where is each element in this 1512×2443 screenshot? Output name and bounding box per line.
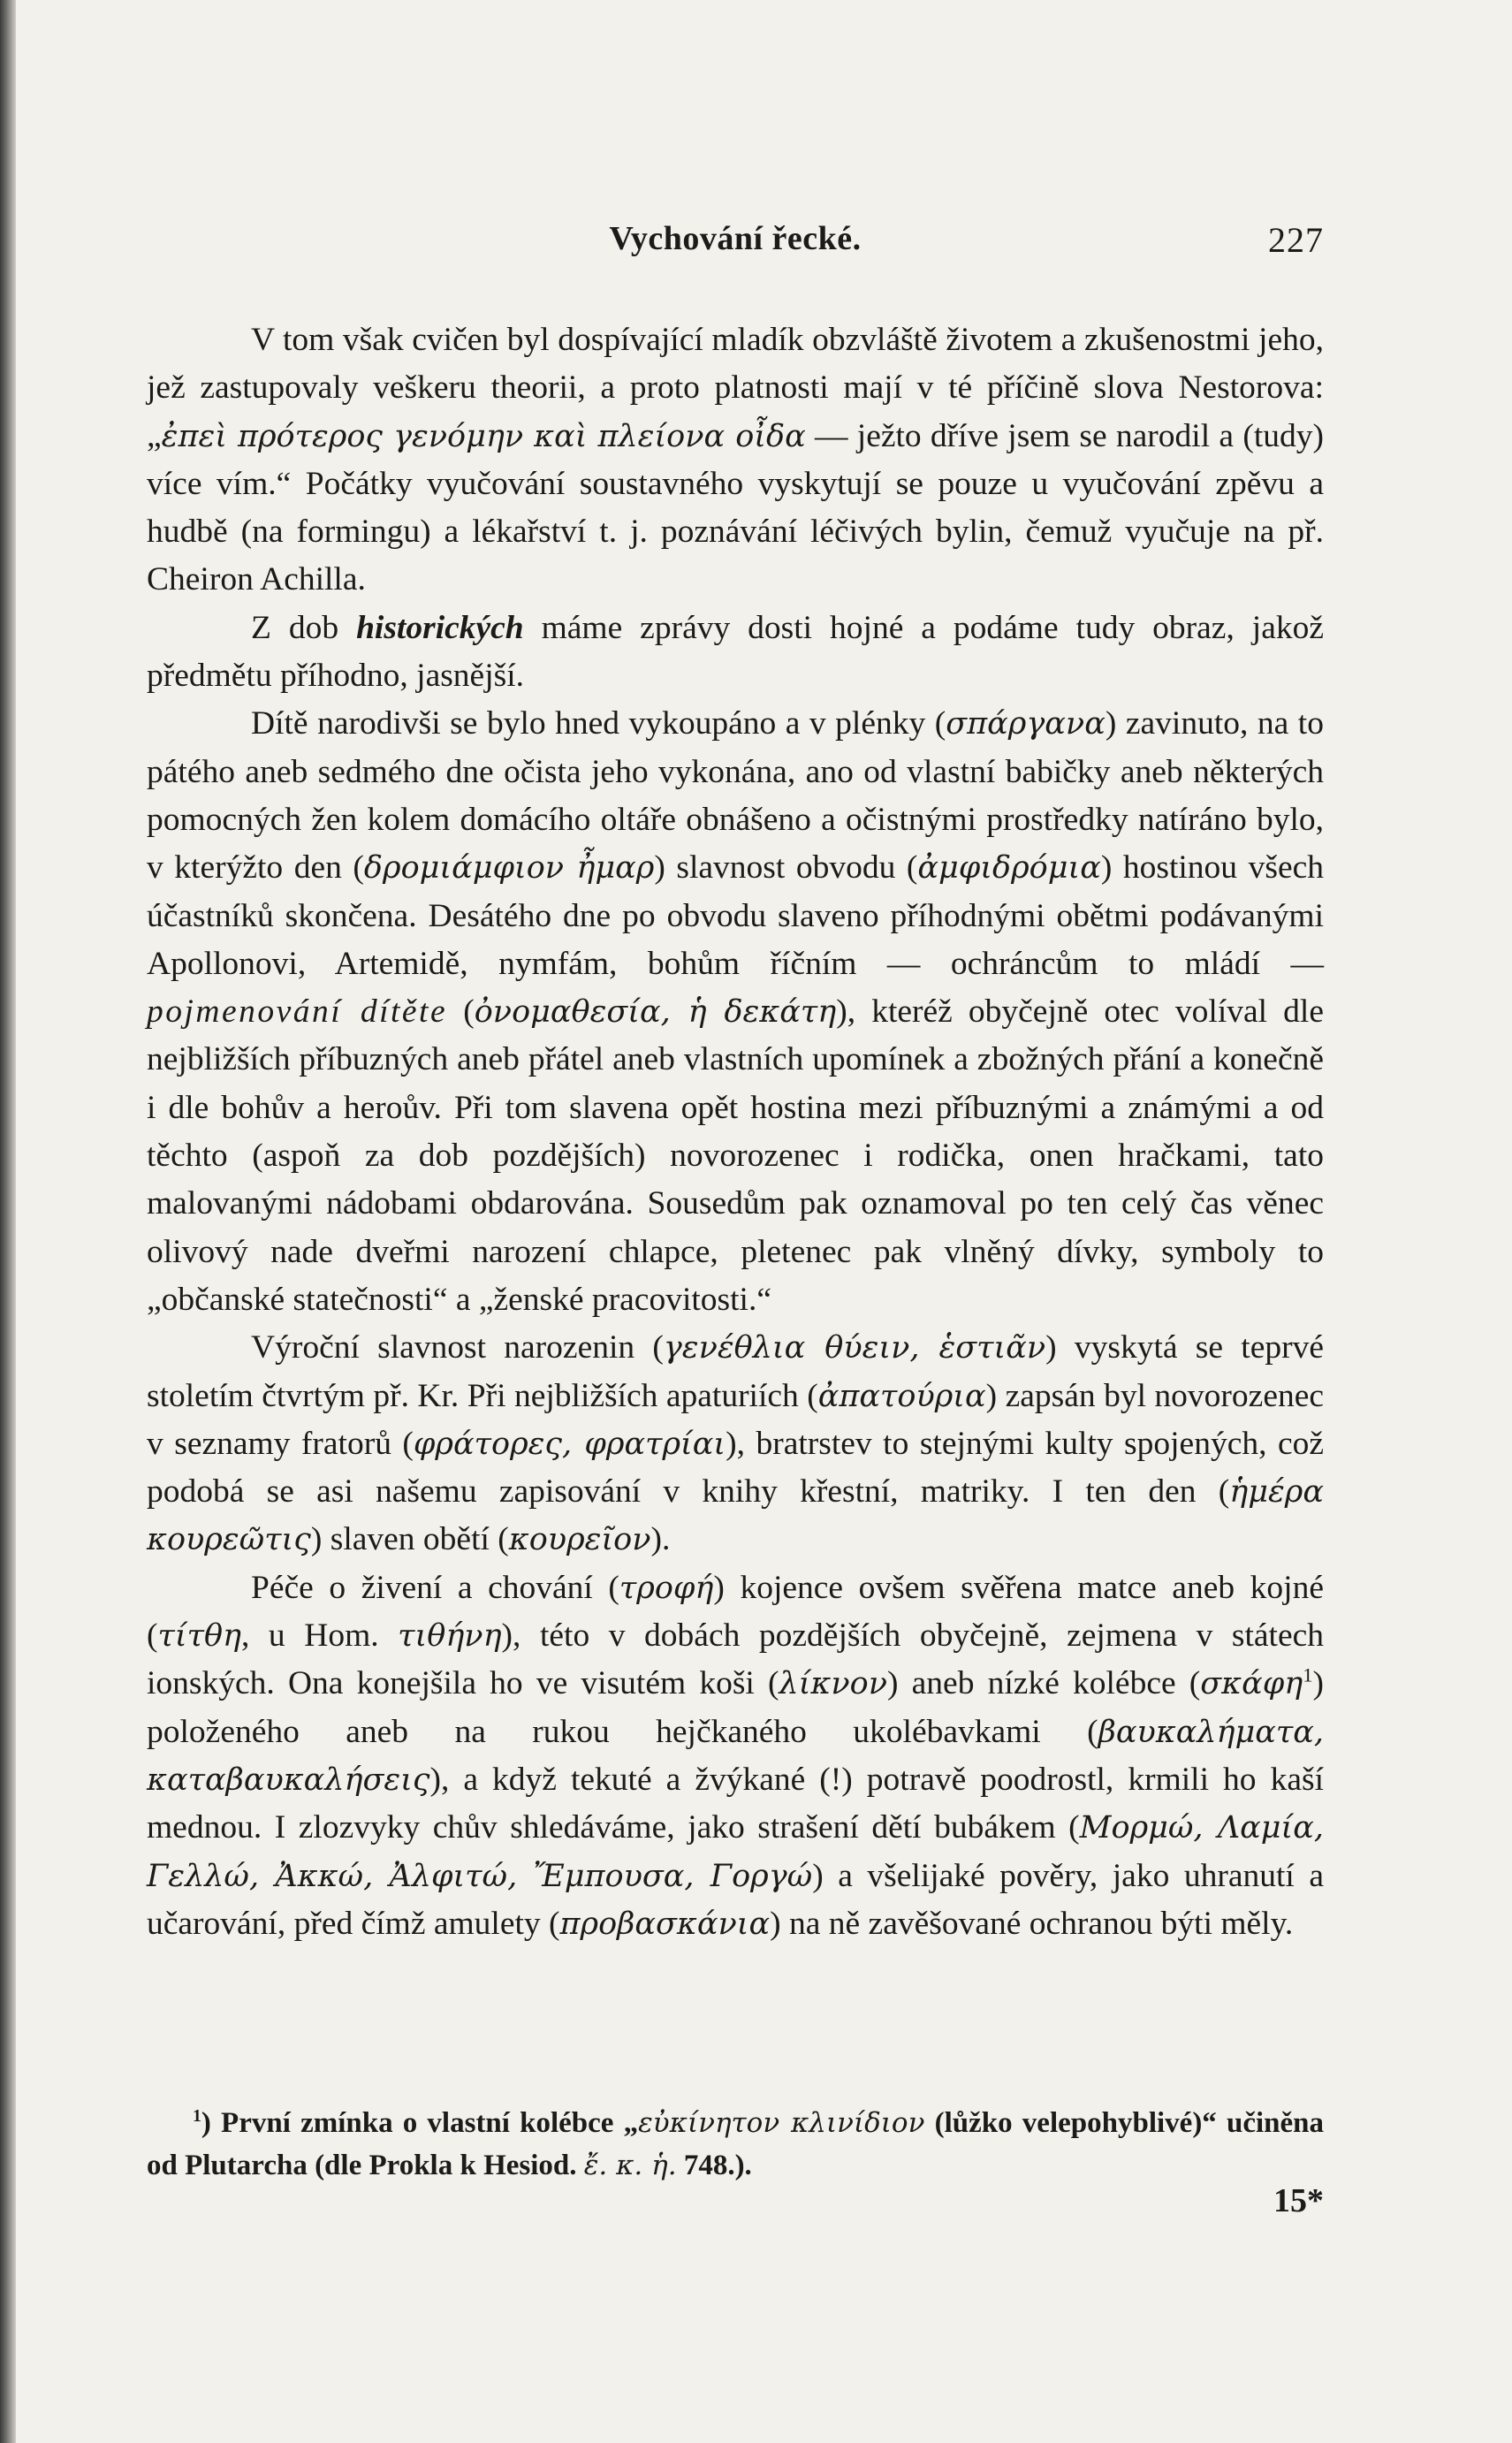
greek-quote: ἐπεὶ πρότερος γενόμην καὶ πλείονα οἶδα — [161, 418, 806, 454]
emphasis-term: historických — [356, 609, 524, 646]
text-run: ) hostinou všech účastníků skončena. Desátého dne po obvodu slaveno příhodnými obětmi podávanými Apollonovi, Artemidě, nymfám, bohům říčním — ochráncům to mládí — — [147, 849, 1324, 982]
text-run: ) na ně zavěšované ochranou býti měly. — [770, 1905, 1294, 1942]
running-title: Vychování řecké. — [609, 220, 862, 257]
text-run: máme zprávy dosti hojné a podáme tudy obraz, jakož předmětu příhodno, jasnější. — [147, 609, 1324, 695]
text-run: ) zapsán byl novorozenec v seznamy fratorů ( — [147, 1377, 1324, 1462]
paragraph-1 — [147, 316, 1324, 605]
signature-mark: 15* — [1273, 2182, 1324, 2219]
text-run: ). — [650, 1521, 671, 1558]
greek-term: εὐκίνητον κλινίδιον — [638, 2107, 925, 2139]
text-run: 748.). — [676, 2150, 752, 2181]
page-header — [147, 219, 1324, 272]
body-text — [147, 316, 1324, 1948]
greek-term: λίκνον — [779, 1666, 887, 1702]
greek-term: Μορμώ, Λαμία, Γελλώ, Ἀκκώ, Ἀλφιτώ, Ἔμπουσα, Γοργώ — [147, 1810, 1324, 1894]
text-run: ) slaven obětí ( — [310, 1521, 509, 1558]
text-run: ), bratrstev to stejnými kulty spojených, což podobá se asi našemu zapisování v knihy křestní, matriky. I ten den ( — [147, 1425, 1324, 1511]
text-run: V tom však cvičen byl dospívající mladík obzvláště životem a zkušenostmi jeho, jež zastupovaly veškeru theorii, a proto platnosti mají v té příčině slova Nestorova: „ — [147, 322, 1324, 454]
text-run: ) a všelijaké pověry, jako uhranutí a učarování, před čímž amulety ( — [147, 1857, 1324, 1942]
footnote-marker: 1 — [1303, 1663, 1313, 1686]
greek-term: φράτορες, φρατρίαι — [413, 1426, 726, 1462]
paragraph-5 — [147, 1564, 1324, 1948]
greek-term: τίτθη — [157, 1618, 241, 1655]
greek-term: ἔ. κ. ἡ. — [583, 2150, 677, 2181]
text-run: ) vyskytá se teprvé stoletím čtvrtým př. Kr. Při nejbližších apaturiích ( — [147, 1329, 1324, 1414]
text-run: ), kteréž obyčejně otec volíval dle nejbližších příbuzných aneb přátel aneb vlastních upomínek a zbožných přání a konečně i dle bohův a heroův. Při tom slavena opět hostina mezi příbuznými a známými a od těchto (aspoň za dob pozdějších) novorozenec i rodička, onen hračkami, tato malovanými nádobami obdarována. Sousedům pak oznamoval po ten celý čas věnec olivový nade dveřmi narození chlapce, pletenec pak vlněný dívky, symboly to „občanské statečnosti“ a „ženské pracovitosti.“ — [147, 993, 1324, 1318]
text-run: ) položeného aneb na rukou hejčkaného ukolébavkami ( — [147, 1665, 1324, 1750]
greek-term: δρομιάμφιον ἦμαρ — [363, 850, 655, 887]
footnote-text — [147, 2102, 1324, 2187]
text-run: — ježto dříve jsem se narodil a (tudy) více vím.“ Počátky vyučování soustavného vyskytují se pouze u vyučování zpěvu a hudbě (na formingu) a lékařství t. j. poznávání léčivých bylin, čemuž vyučuje na př. Cheiron Achilla. — [147, 417, 1324, 598]
greek-term: ὀνομαθεσία, ἡ δεκάτη — [474, 994, 837, 1031]
text-run: ) První zmínka o vlastní kolébce „ — [201, 2107, 639, 2139]
emphasis-term: pojmenování dítěte — [147, 993, 448, 1031]
text-run: ( — [447, 993, 475, 1031]
greek-term: σκάφη — [1200, 1666, 1303, 1702]
text-run: ) zavinuto, na to pátého aneb sedmého dne očista jeho vykonána, ano od vlastní babičky aneb některých pomocných žen kolem domácího oltáře obnášeno a očistnými prostředky natíráno bylo, v kterýžto den ( — [147, 705, 1324, 887]
scan-edge — [0, 0, 16, 2443]
text-run: , u Hom. — [241, 1617, 399, 1655]
paragraph-3 — [147, 700, 1324, 1324]
greek-term: προβασκάνια — [559, 1906, 771, 1942]
text-run: ) kojence ovšem svěřena matce aneb kojné ( — [147, 1569, 1324, 1655]
footnote-number: 1 — [193, 2106, 201, 2126]
paragraph-4 — [147, 1324, 1324, 1564]
text-run: Dítě narodivši se bylo hned vykoupáno a v plénky ( — [251, 705, 946, 742]
text-run: ) aneb nízké kolébce ( — [887, 1665, 1201, 1702]
greek-term: τροφή — [619, 1570, 714, 1606]
greek-term: ἀμφιδρόμια — [917, 850, 1101, 887]
greek-term: βαυκαλήματα, καταβαυκαλήσεις — [147, 1714, 1324, 1798]
text-run: Výroční slavnost narozenin ( — [251, 1329, 664, 1366]
paragraph-2 — [147, 605, 1324, 701]
text-run: ), a když tekuté a žvýkané (!) potravě poodrostl, krmili ho kaší mednou. I zlozvyky chův shledáváme, jako strašení dětí bubákem ( — [147, 1761, 1324, 1846]
text-run: ) slavnost obvodu ( — [654, 849, 918, 887]
greek-term: τιθήνη — [398, 1618, 502, 1655]
text-run: Z dob — [251, 609, 357, 646]
greek-term: κουρεῖον — [508, 1522, 651, 1558]
greek-term: σπάργανα — [946, 706, 1106, 742]
greek-term: ἡμέρα κουρεῶτις — [147, 1474, 1324, 1558]
text-run: Péče o živení a chování ( — [251, 1569, 619, 1606]
footnote — [147, 2102, 1324, 2187]
greek-term: ἀπατούρια — [817, 1378, 986, 1414]
text-run: ), této v dobách pozdějších obyčejně, zejmena v státech ionských. Ona konejšila ho ve visutém koši ( — [147, 1617, 1324, 1702]
greek-term: γενέθλια θύειν, ἑστιᾶν — [663, 1330, 1046, 1366]
text-run: (lůžko velepohyblivé)“ učiněna od Plutarcha (dle Prokla k Hesiod. — [147, 2107, 1325, 2181]
page-number: 227 — [1268, 220, 1324, 260]
